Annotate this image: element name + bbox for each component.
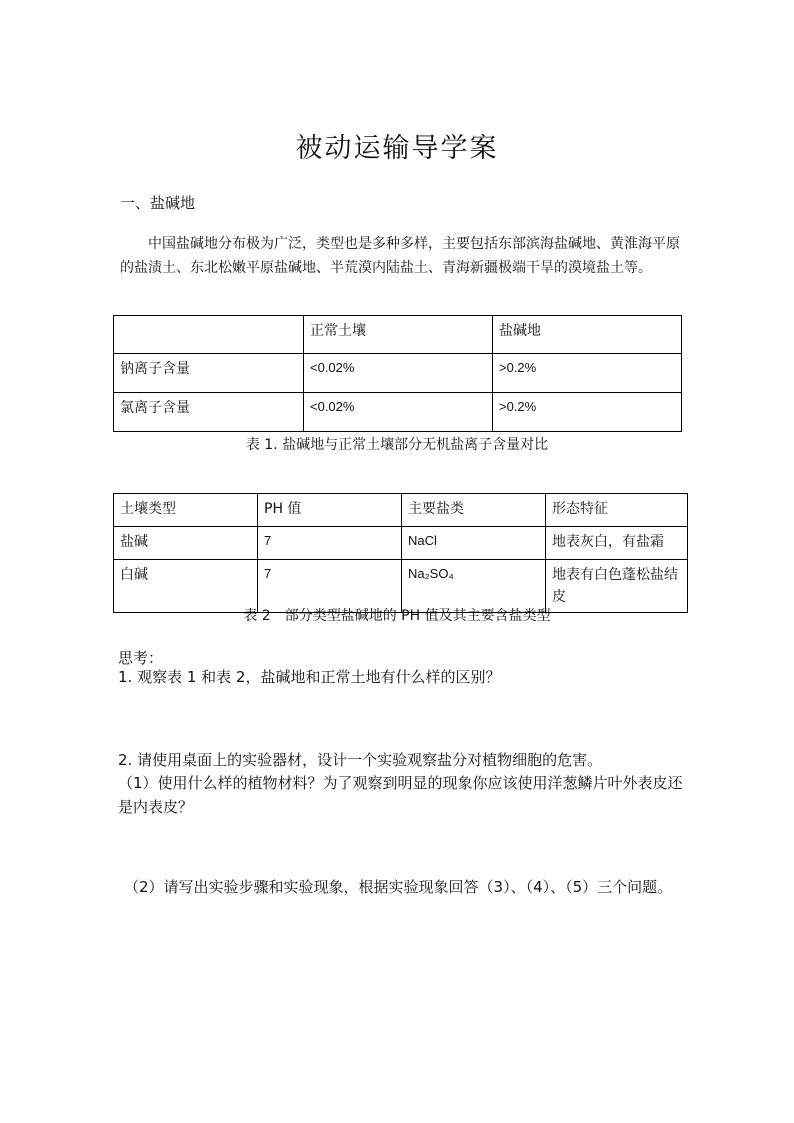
table-row xyxy=(114,393,682,432)
table-cell: 7 xyxy=(258,560,402,613)
section-heading: 一、盐碱地 xyxy=(120,194,196,212)
intro-paragraph xyxy=(120,232,685,280)
table-cell: 氯离子含量 xyxy=(114,393,304,432)
table-cell: 地表有白色蓬松盐结皮 xyxy=(546,560,688,613)
table-header-cell: 正常土壤 xyxy=(304,316,493,354)
table-cell: 钠离子含量 xyxy=(114,354,304,393)
table-cell: <0.02% xyxy=(304,393,493,432)
table-cell: 盐碱 xyxy=(114,527,258,560)
table-row xyxy=(114,354,682,393)
saline-type-table xyxy=(113,493,688,613)
table-cell: 地表灰白，有盐霜 xyxy=(546,527,688,560)
page-title: 被动运输导学案 xyxy=(295,133,499,164)
table-cell: Na₂SO₄ xyxy=(402,560,546,613)
table-header-cell: 盐碱地 xyxy=(493,316,682,354)
question-1: 1. 观察表 1 和表 2，盐碱地和正常土地有什么样的区别？ xyxy=(118,668,501,686)
table1-caption: 表 1. 盐碱地与正常土壤部分无机盐离子含量对比 xyxy=(245,437,549,453)
table-header-cell: 形态特征 xyxy=(546,494,688,527)
table-header-cell: 主要盐类 xyxy=(402,494,546,527)
ion-content-table xyxy=(113,315,682,432)
table-cell: 白碱 xyxy=(114,560,258,613)
table2-caption: 表 2 部分类型盐碱地的 PH 值及其主要含盐类型 xyxy=(243,608,551,624)
table-cell: NaCl xyxy=(402,527,546,560)
table-cell: <0.02% xyxy=(304,354,493,393)
think-label: 思考： xyxy=(118,649,164,667)
table-cell: >0.2% xyxy=(493,393,682,432)
table-row xyxy=(114,527,688,560)
table-header-cell: 土壤类型 xyxy=(114,494,258,527)
table-cell: >0.2% xyxy=(493,354,682,393)
question-2-2: （2）请写出实验步骤和实验现象，根据实验现象回答（3）、（4）、（5）三个问题。 xyxy=(124,878,673,896)
intro-paragraph-text: 中国盐碱地分布极为广泛，类型也是多种多样，主要包括东部滨海盐碱地、黄淮海平原的盐渍土、东北松嫩平原盐碱地、半荒漠内陆盐土、青海新疆极端干旱的漠境盐土等。 xyxy=(120,236,680,276)
table-header-cell xyxy=(114,316,304,354)
table-header-cell: PH 值 xyxy=(258,494,402,527)
table-cell: 7 xyxy=(258,527,402,560)
question-2-1: （1）使用什么样的植物材料？为了观察到明显的现象你应该使用洋葱鳞片叶外表皮还是内表皮？ xyxy=(118,774,683,816)
question-2: 2. 请使用桌面上的实验器材，设计一个实验观察盐分对植物细胞的危害。 xyxy=(118,751,603,769)
